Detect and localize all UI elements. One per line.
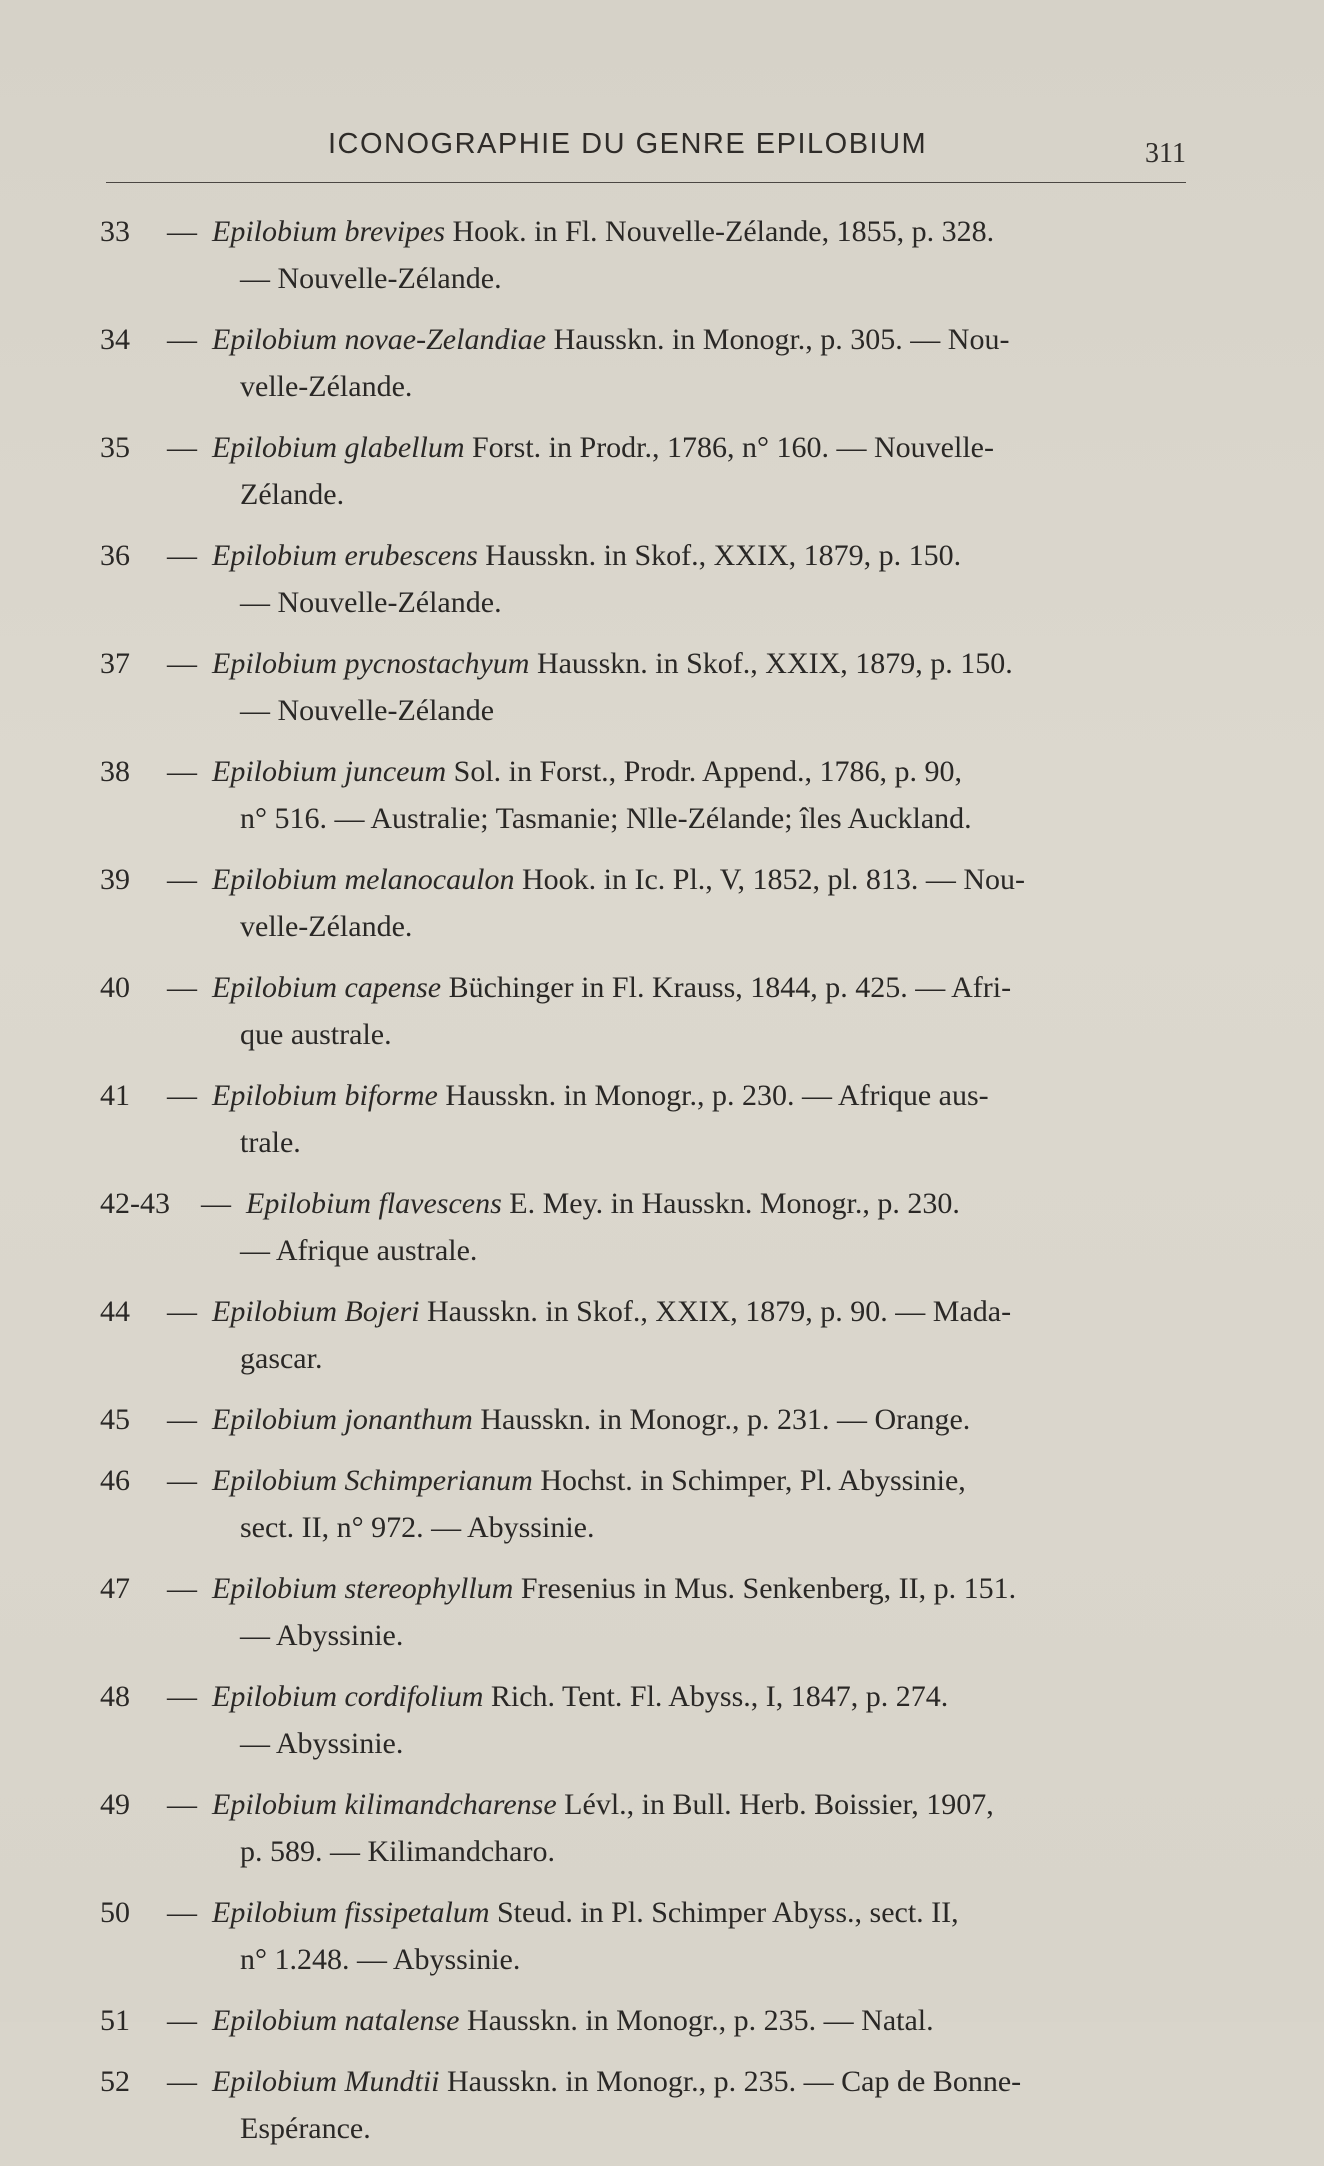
list-item (100, 964, 1220, 1058)
list-item (100, 1457, 1220, 1551)
list-item (100, 316, 1220, 410)
entry-continuation-line: que australe. (240, 1018, 392, 1051)
list-item (100, 1396, 1220, 1443)
running-header (106, 128, 1186, 183)
entry-continuation-line: velle-Zélande. (240, 910, 413, 943)
entry-continuation-line: — Afrique australe. (240, 1234, 478, 1267)
entry-first-line (100, 856, 1220, 903)
entry-continuation-line: p. 589. — Kilimandcharo. (240, 1835, 555, 1868)
entry-number: 33 (100, 215, 130, 248)
entry-number: 41 (100, 1079, 130, 1112)
entry-continuation-line: Espérance. (240, 2112, 371, 2145)
species-name: Epilobium Mundtii (212, 2065, 440, 2098)
citation-text: Hook. in Ic. Pl., V, 1852, pl. 813. — Nou- (521, 863, 1026, 896)
entry-number: 52 (100, 2065, 130, 2098)
entry-continuation-line: Zélande. (240, 478, 345, 511)
list-item (100, 1889, 1220, 1983)
list-item (100, 1180, 1220, 1274)
list-item (100, 1288, 1220, 1382)
list-item (100, 856, 1220, 950)
em-dash: — (167, 1572, 197, 1605)
species-name: Epilobium stereophyllum (212, 1572, 514, 1605)
em-dash: — (167, 1464, 197, 1497)
em-dash: — (167, 2065, 197, 2098)
entry-number: 34 (100, 323, 130, 356)
list-item (100, 424, 1220, 518)
entry-number: 51 (100, 2004, 130, 2037)
entry-first-line (100, 208, 1220, 255)
citation-text: Hook. in Fl. Nouvelle-Zélande, 1855, p. 328. (452, 215, 995, 248)
entry-number: 44 (100, 1295, 130, 1328)
citation-text: Büchinger in Fl. Krauss, 1844, p. 425. — Afri- (448, 971, 1012, 1004)
entry-number: 37 (100, 647, 130, 680)
entry-first-line (100, 424, 1220, 471)
em-dash: — (167, 323, 197, 356)
entry-first-line (100, 1997, 1220, 2044)
list-item (100, 748, 1220, 842)
em-dash: — (167, 1295, 197, 1328)
entry-number: 38 (100, 755, 130, 788)
entry-continuation-line: — Abyssinie. (240, 1619, 404, 1652)
species-name: Epilobium novae-Zelandiae (212, 323, 547, 356)
citation-text: Hochst. in Schimper, Pl. Abyssinie, (540, 1464, 966, 1497)
entry-continuation-line: — Nouvelle-Zélande (240, 694, 495, 727)
entry-continuation-line: trale. (240, 1126, 301, 1159)
species-name: Epilobium glabellum (212, 431, 465, 464)
entry-number: 47 (100, 1572, 130, 1605)
em-dash: — (167, 1896, 197, 1929)
entry-number: 45 (100, 1403, 130, 1436)
species-name: Epilobium junceum (212, 755, 447, 788)
entry-first-line (100, 532, 1220, 579)
species-name: Epilobium melanocaulon (212, 863, 515, 896)
em-dash: — (167, 539, 197, 572)
em-dash: — (167, 863, 197, 896)
citation-text: Hausskn. in Monogr., p. 235. — Cap de Bonne- (447, 2065, 1022, 2098)
citation-text: Hausskn. in Monogr., p. 231. — Orange. (480, 1403, 971, 1436)
entry-number: 42-43 (100, 1187, 170, 1220)
entry-continuation-line: — Nouvelle-Zélande. (240, 586, 502, 619)
em-dash: — (167, 971, 197, 1004)
entry-continuation-line: n° 516. — Australie; Tasmanie; Nlle-Zélande; îles Auckland. (240, 802, 972, 835)
species-name: Epilobium fissipetalum (212, 1896, 490, 1929)
entry-first-line (100, 640, 1220, 687)
entry-first-line (100, 1288, 1220, 1335)
em-dash: — (167, 1403, 197, 1436)
citation-text: Hausskn. in Monogr., p. 305. — Nou- (553, 323, 1010, 356)
entry-number: 40 (100, 971, 130, 1004)
entry-first-line (100, 1180, 1220, 1227)
page-number: 311 (1145, 138, 1186, 169)
citation-text: Rich. Tent. Fl. Abyss., I, 1847, p. 274. (490, 1680, 949, 1713)
em-dash: — (167, 755, 197, 788)
species-name: Epilobium natalense (212, 2004, 460, 2037)
entry-first-line (100, 1889, 1220, 1936)
list-item (100, 2058, 1220, 2152)
species-name: Epilobium biforme (212, 1079, 438, 1112)
entry-number: 39 (100, 863, 130, 896)
list-item (100, 1781, 1220, 1875)
entry-first-line (100, 2058, 1220, 2105)
entry-first-line (100, 1396, 1220, 1443)
entry-continuation-line: sect. II, n° 972. — Abyssinie. (240, 1511, 595, 1544)
species-name: Epilobium flavescens (246, 1187, 502, 1220)
species-name: Epilobium Schimperianum (212, 1464, 533, 1497)
citation-text: Forst. in Prodr., 1786, n° 160. — Nouvelle- (471, 431, 994, 464)
species-name: Epilobium erubescens (212, 539, 478, 572)
em-dash: — (167, 1079, 197, 1112)
citation-text: Sol. in Forst., Prodr. Append., 1786, p. 90, (453, 755, 963, 788)
citation-text: Lévl., in Bull. Herb. Boissier, 1907, (564, 1788, 994, 1821)
entry-number: 36 (100, 539, 130, 572)
entry-first-line (100, 316, 1220, 363)
species-name: Epilobium jonanthum (212, 1403, 473, 1436)
header-title: ICONOGRAPHIE DU GENRE EPILOBIUM (328, 128, 928, 160)
entry-number: 50 (100, 1896, 130, 1929)
list-item (100, 1673, 1220, 1767)
citation-text: Hausskn. in Skof., XXIX, 1879, p. 150. (485, 539, 962, 572)
species-name: Epilobium pycnostachyum (212, 647, 530, 680)
entry-first-line (100, 1565, 1220, 1612)
species-name: Epilobium capense (212, 971, 442, 1004)
em-dash: — (167, 647, 197, 680)
entry-number: 35 (100, 431, 130, 464)
entry-first-line (100, 1781, 1220, 1828)
em-dash: — (167, 1680, 197, 1713)
citation-text: E. Mey. in Hausskn. Monogr., p. 230. (509, 1187, 960, 1220)
species-name: Epilobium Bojeri (212, 1295, 420, 1328)
entry-continuation-line: — Nouvelle-Zélande. (240, 262, 502, 295)
em-dash: — (201, 1187, 231, 1220)
em-dash: — (167, 1788, 197, 1821)
entry-first-line (100, 1457, 1220, 1504)
citation-text: Hausskn. in Skof., XXIX, 1879, p. 90. — Mada- (426, 1295, 1012, 1328)
entry-number: 49 (100, 1788, 130, 1821)
species-list (100, 208, 1220, 2166)
em-dash: — (167, 2004, 197, 2037)
entry-first-line (100, 748, 1220, 795)
species-name: Epilobium cordifolium (212, 1680, 484, 1713)
em-dash: — (167, 215, 197, 248)
entry-first-line (100, 1072, 1220, 1119)
citation-text: Hausskn. in Monogr., p. 230. — Afrique aus- (445, 1079, 989, 1112)
species-name: Epilobium brevipes (212, 215, 446, 248)
entry-first-line (100, 1673, 1220, 1720)
citation-text: Hausskn. in Monogr., p. 235. — Natal. (466, 2004, 934, 2037)
list-item (100, 1072, 1220, 1166)
list-item (100, 640, 1220, 734)
entry-continuation-line: n° 1.248. — Abyssinie. (240, 1943, 521, 1976)
entry-first-line (100, 964, 1220, 1011)
citation-text: Steud. in Pl. Schimper Abyss., sect. II, (497, 1896, 959, 1929)
entry-number: 46 (100, 1464, 130, 1497)
entry-number: 48 (100, 1680, 130, 1713)
species-name: Epilobium kilimandcharense (212, 1788, 557, 1821)
list-item (100, 1997, 1220, 2044)
list-item (100, 532, 1220, 626)
entry-continuation-line: velle-Zélande. (240, 370, 413, 403)
em-dash: — (167, 431, 197, 464)
entry-continuation-line: gascar. (240, 1342, 323, 1375)
entry-continuation-line: — Abyssinie. (240, 1727, 404, 1760)
citation-text: Fresenius in Mus. Senkenberg, II, p. 151. (520, 1572, 1017, 1605)
list-item (100, 208, 1220, 302)
citation-text: Hausskn. in Skof., XXIX, 1879, p. 150. (536, 647, 1013, 680)
list-item (100, 1565, 1220, 1659)
